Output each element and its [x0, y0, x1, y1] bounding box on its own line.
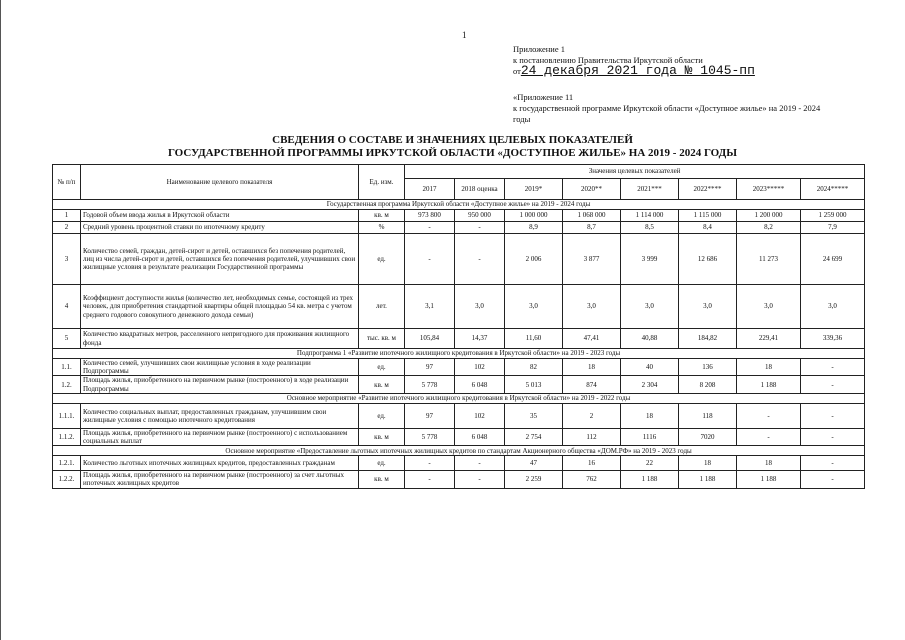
value-cell: - [737, 428, 801, 445]
value-cell: 97 [405, 359, 455, 376]
value-cell: 18 [737, 359, 801, 376]
value-cell: 1 115 000 [679, 210, 737, 222]
appendix-title: Приложение 1 [513, 44, 565, 54]
value-cell: 2 304 [621, 376, 679, 393]
unit-cell: ед. [359, 234, 405, 285]
value-cell: 18 [621, 403, 679, 428]
appendix-sub-header [513, 92, 820, 125]
sub-appendix-years: годы [513, 114, 531, 124]
date-prefix: от [513, 66, 521, 76]
value-cell: 6 048 [455, 376, 505, 393]
section-title: Государственная программа Иркутской области «Доступное жилье» на 2019 - 2024 годы [53, 200, 865, 210]
value-cell: - [801, 471, 865, 488]
value-cell: 3,0 [679, 285, 737, 329]
scan-edge [0, 0, 1, 640]
value-cell: 1 000 000 [505, 210, 563, 222]
row-number: 1.2.1. [53, 456, 81, 471]
value-cell: 229,41 [737, 329, 801, 349]
value-cell: 102 [455, 403, 505, 428]
value-cell: 3,0 [801, 285, 865, 329]
value-cell: 6 048 [455, 428, 505, 445]
unit-cell: кв. м [359, 210, 405, 222]
value-cell: 8,2 [737, 222, 801, 234]
unit-cell: % [359, 222, 405, 234]
value-cell: 973 800 [405, 210, 455, 222]
value-cell: 3,0 [455, 285, 505, 329]
value-cell: 874 [563, 376, 621, 393]
row-number: 1.1.1. [53, 403, 81, 428]
value-cell: - [801, 376, 865, 393]
value-cell: 47,41 [563, 329, 621, 349]
header-num: № п/п [53, 165, 81, 200]
value-cell: 40 [621, 359, 679, 376]
unit-cell: кв. м [359, 376, 405, 393]
value-cell: 1116 [621, 428, 679, 445]
value-cell: 3,0 [505, 285, 563, 329]
value-cell: 184,82 [679, 329, 737, 349]
indicators-table [52, 164, 865, 489]
value-cell: 1 068 000 [563, 210, 621, 222]
unit-cell: ед. [359, 456, 405, 471]
indicator-name: Количество квадратных метров, расселенного непригодного для проживания жилищного фонда [81, 329, 359, 349]
indicator-name: Площадь жилья, приобретенного на первичном рынке (построенного) за счет льготных ипотечных жилищных кредитов [81, 471, 359, 488]
value-cell: 762 [563, 471, 621, 488]
header-year: 2020** [563, 179, 621, 200]
value-cell: - [405, 471, 455, 488]
row-number: 3 [53, 234, 81, 285]
value-cell: 40,88 [621, 329, 679, 349]
handwritten-date: 24 декабря 2021 года № 1045-пп [520, 63, 755, 78]
indicator-name: Площадь жилья, приобретенного на первичном рынке (построенного) в ходе реализации Подпрограммы [81, 376, 359, 393]
table-row [53, 329, 865, 349]
value-cell: 22 [621, 456, 679, 471]
value-cell: - [737, 403, 801, 428]
value-cell: 1 188 [737, 471, 801, 488]
row-number: 1.1.2. [53, 428, 81, 445]
value-cell: 2 006 [505, 234, 563, 285]
value-cell: - [405, 222, 455, 234]
value-cell: - [405, 456, 455, 471]
value-cell: 5 013 [505, 376, 563, 393]
row-number: 2 [53, 222, 81, 234]
header-values: Значения целевых показателей [405, 165, 865, 179]
value-cell: 8 208 [679, 376, 737, 393]
table-row [53, 359, 865, 376]
row-number: 1 [53, 210, 81, 222]
value-cell: 24 699 [801, 234, 865, 285]
value-cell: 14,37 [455, 329, 505, 349]
appendix-decree-ref: к постановлению Правительства Иркутской области [513, 55, 703, 65]
table-row [53, 376, 865, 393]
section-title: Основное мероприятие «Предоставление льготных ипотечных жилищных кредитов по стандартам Акционерного общества «ДОМ.РФ» на 2019 - 2023 годы [53, 446, 865, 456]
indicator-name: Коэффициент доступности жилья (количество лет, необходимых семье, состоящей из трех человек, для приобретения стандартной квартиры общей площадью 54 кв. метра с учетом среднего годового совокупного денежного дохода семьи) [81, 285, 359, 329]
table-row [53, 428, 865, 445]
value-cell: - [455, 456, 505, 471]
document-title-line2: ГОСУДАРСТВЕННОЙ ПРОГРАММЫ ИРКУТСКОЙ ОБЛАСТИ «ДОСТУПНОЕ ЖИЛЬЕ» НА 2019 - 2024 ГОДЫ [167, 147, 738, 159]
table-row [53, 210, 865, 222]
header-unit: Ед. изм. [359, 165, 405, 200]
unit-cell: ед. [359, 403, 405, 428]
value-cell: 82 [505, 359, 563, 376]
value-cell: 7020 [679, 428, 737, 445]
value-cell: - [801, 456, 865, 471]
row-number: 1.1. [53, 359, 81, 376]
section-header-row [53, 393, 865, 403]
value-cell: 7,9 [801, 222, 865, 234]
value-cell: 8,9 [505, 222, 563, 234]
value-cell: 8,7 [563, 222, 621, 234]
sub-appendix-title: «Приложение 11 [513, 92, 574, 102]
header-year: 2019* [505, 179, 563, 200]
section-title: Основное мероприятие «Развитие ипотечного жилищного кредитования в Иркутской области» на 2019 - 2022 годы [53, 393, 865, 403]
indicator-name: Количество льготных ипотечных жилищных кредитов, предоставленных гражданам [81, 456, 359, 471]
value-cell: 136 [679, 359, 737, 376]
value-cell: 1 114 000 [621, 210, 679, 222]
sub-appendix-ref: к государственной программе Иркутской области «Доступное жилье» на 2019 - 2024 [513, 103, 821, 113]
value-cell: 1 188 [679, 471, 737, 488]
value-cell: 1 200 000 [737, 210, 801, 222]
value-cell: 112 [563, 428, 621, 445]
value-cell: 105,84 [405, 329, 455, 349]
value-cell: 18 [737, 456, 801, 471]
row-number: 5 [53, 329, 81, 349]
unit-cell: ед. [359, 359, 405, 376]
value-cell: 16 [563, 456, 621, 471]
value-cell: 5 778 [405, 376, 455, 393]
value-cell: 118 [679, 403, 737, 428]
header-year: 2023***** [737, 179, 801, 200]
value-cell: - [455, 471, 505, 488]
unit-cell: кв. м [359, 471, 405, 488]
indicator-name: Площадь жилья, приобретенного на первичном рынке (построенного) с использованием социальных выплат [81, 428, 359, 445]
value-cell: 35 [505, 403, 563, 428]
table-row [53, 222, 865, 234]
value-cell: 5 778 [405, 428, 455, 445]
value-cell: 3 999 [621, 234, 679, 285]
value-cell: 11,60 [505, 329, 563, 349]
value-cell: 3,1 [405, 285, 455, 329]
indicator-name: Количество социальных выплат, предоставленных гражданам, улучшившим свои жилищные условия с помощью ипотечного кредитования [81, 403, 359, 428]
value-cell: 8,4 [679, 222, 737, 234]
table-row [53, 403, 865, 428]
value-cell: 2 259 [505, 471, 563, 488]
value-cell: - [405, 234, 455, 285]
table-row [53, 285, 865, 329]
value-cell: 1 188 [621, 471, 679, 488]
document-title-line1: СВЕДЕНИЯ О СОСТАВЕ И ЗНАЧЕНИЯХ ЦЕЛЕВЫХ ПОКАЗАТЕЛЕЙ [272, 134, 633, 146]
table-row [53, 471, 865, 488]
section-header-row [53, 200, 865, 210]
value-cell: - [455, 234, 505, 285]
value-cell: 12 686 [679, 234, 737, 285]
value-cell: 8,5 [621, 222, 679, 234]
unit-cell: кв. м [359, 428, 405, 445]
appendix-date-line [513, 65, 755, 77]
header-year: 2017 [405, 179, 455, 200]
value-cell: 47 [505, 456, 563, 471]
indicator-name: Количество семей, улучшивших свои жилищные условия в ходе реализации Подпрограммы [81, 359, 359, 376]
header-year: 2022**** [679, 179, 737, 200]
value-cell: 11 273 [737, 234, 801, 285]
section-title: Подпрограмма 1 «Развитие ипотечного жилищного кредитования в Иркутской области» на 2019 - 2023 годы [53, 349, 865, 359]
indicator-name: Количество семей, граждан, детей-сирот и детей, оставшихся без попечения родителей, лиц из числа детей-сирот и детей, оставшихся без попечения родителей, улучшивших свои жилищные условия в результате реализации Государственной программы [81, 234, 359, 285]
indicator-name: Средний уровень процентной ставки по ипотечному кредиту [81, 222, 359, 234]
table-row [53, 456, 865, 471]
header-year: 2024***** [801, 179, 865, 200]
value-cell: 97 [405, 403, 455, 428]
section-header-row [53, 446, 865, 456]
value-cell: 3,0 [563, 285, 621, 329]
row-number: 1.2. [53, 376, 81, 393]
value-cell: 3 877 [563, 234, 621, 285]
header-year: 2018 оценка [455, 179, 505, 200]
value-cell: 339,36 [801, 329, 865, 349]
value-cell: 1 188 [737, 376, 801, 393]
unit-cell: тыс. кв. м [359, 329, 405, 349]
value-cell: 18 [563, 359, 621, 376]
value-cell: 18 [679, 456, 737, 471]
row-number: 4 [53, 285, 81, 329]
unit-cell: лет. [359, 285, 405, 329]
value-cell: 1 259 000 [801, 210, 865, 222]
value-cell: 3,0 [737, 285, 801, 329]
section-header-row [53, 349, 865, 359]
value-cell: 102 [455, 359, 505, 376]
value-cell: 3,0 [621, 285, 679, 329]
header-year: 2021*** [621, 179, 679, 200]
value-cell: - [455, 222, 505, 234]
value-cell: - [801, 359, 865, 376]
appendix-header [513, 44, 755, 77]
value-cell: 950 000 [455, 210, 505, 222]
page-number: 1 [462, 30, 467, 40]
value-cell: - [801, 428, 865, 445]
table-row [53, 234, 865, 285]
header-name: Наименование целевого показателя [81, 165, 359, 200]
indicator-name: Годовой объем ввода жилья в Иркутской области [81, 210, 359, 222]
value-cell: - [801, 403, 865, 428]
value-cell: 2 [563, 403, 621, 428]
row-number: 1.2.2. [53, 471, 81, 488]
value-cell: 2 754 [505, 428, 563, 445]
